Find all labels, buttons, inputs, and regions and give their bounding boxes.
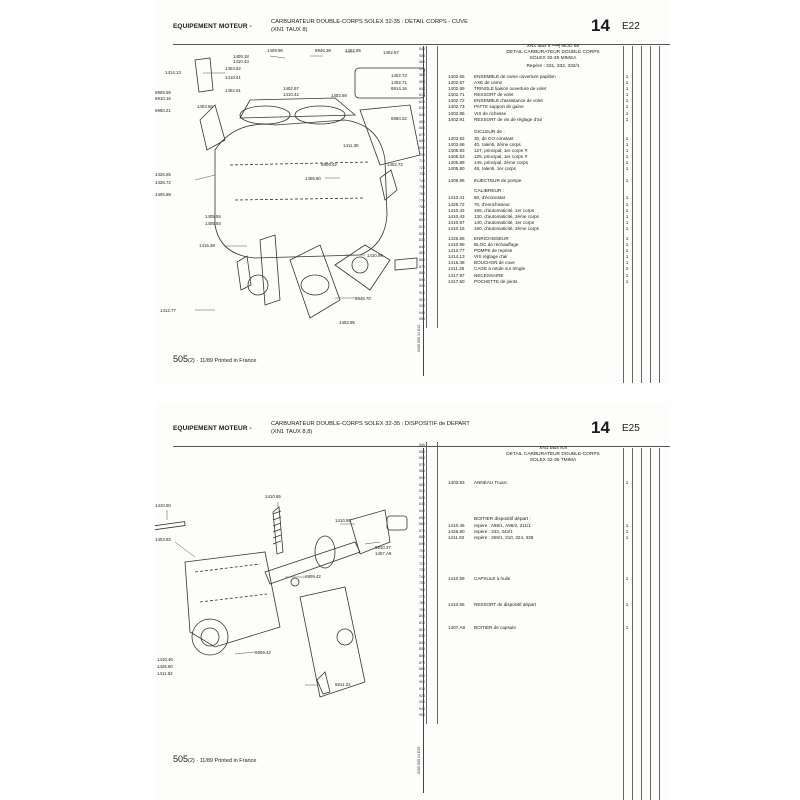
list-item: 1416.38 BOUCHON de cuve 1 bbox=[448, 260, 629, 266]
list-item: 1405.80 48, ralenti, 1er corps 1 bbox=[448, 166, 629, 172]
callout: 1409.96 bbox=[267, 48, 283, 53]
callout: 8946.70 bbox=[355, 296, 371, 301]
callout: 1416.38 bbox=[199, 243, 215, 248]
plate-number: E22 bbox=[622, 21, 640, 32]
page-footer: 505(2) · 11/89 Printed in France bbox=[173, 354, 257, 364]
list-item: 1402.69 TRINGLE liaison ouverture de volet 1 bbox=[448, 86, 629, 92]
callout: 1411.35 bbox=[343, 143, 359, 148]
callout: 1402.91 bbox=[225, 88, 241, 93]
list-item: 1417.50 POCHETTE de joints 1 bbox=[448, 278, 629, 284]
list-item: 1402.72 ENSEMBLE d'assistance de volet 1 bbox=[448, 98, 629, 104]
callout: 1410.65 bbox=[265, 494, 281, 499]
list-item: 1426.72 70, d'enrichisseur 1 bbox=[448, 201, 629, 207]
list-header: XN1 taux 8,8 DETAIL CARBURATEUR DOUBLE-CORPS SOLEX 32-35 TMIMA bbox=[506, 446, 600, 463]
list-item: 1402.73 PATTE support de gaine 1 bbox=[448, 104, 629, 110]
list-item: 1405.93 127, principal, 1er corps ✕ 1 bbox=[448, 147, 629, 153]
list-header: XN1 taux 8 ⟶| MOD 86 DETAIL CARBURATEUR DOUBLE CORPS SOLEX 32-35 MIMSA Repère : 331, 332, 332/1 bbox=[506, 44, 600, 69]
list-item: 1411.35 CAGE à rotule sur tringle 2 bbox=[448, 266, 629, 272]
header-label: EQUIPEMENT MOTEUR - bbox=[173, 23, 252, 30]
callout: 1402.72 bbox=[387, 162, 403, 167]
list-item: 1426.80 repère : 343, 343/1 1 bbox=[448, 529, 629, 535]
list-item: 1402.85 VIS de richesse 1 bbox=[448, 110, 629, 116]
callout: 1410.99 bbox=[367, 253, 383, 258]
list-item: 1410.59 CAPSULE à huile 1 bbox=[448, 576, 629, 582]
callout: 1410.43 bbox=[233, 59, 249, 64]
callout: 6911.22 bbox=[335, 682, 351, 687]
page-footer: 505(2) · 11/89 Printed in France bbox=[173, 754, 257, 764]
section-number: 14 bbox=[591, 418, 610, 437]
callout: 1402.73 bbox=[391, 73, 407, 78]
callout: 1426.72 bbox=[155, 180, 171, 185]
callout: 1403.62 bbox=[225, 66, 241, 71]
list-item: 1407.A9 BOITIER de capsule 1 bbox=[448, 624, 629, 630]
callout: 1405.89 bbox=[155, 192, 171, 197]
callout: 1410.41 bbox=[225, 75, 241, 80]
list-item: 1405.53 125, principal, 1er corps ✕ 1 bbox=[448, 154, 629, 160]
callout: 1414.13 bbox=[165, 70, 181, 75]
list-item: 1414.13 VIS réglage d'air 1 bbox=[448, 254, 629, 260]
list-item: 1409.96 INJECTEUR de pompe 1 bbox=[448, 178, 629, 184]
callout: 1403.83 bbox=[155, 537, 171, 542]
callout: 1405.55 bbox=[205, 214, 221, 219]
callout: 6909.42 bbox=[305, 574, 321, 579]
callout: 1410.42 bbox=[283, 92, 299, 97]
callout: 8946.38 bbox=[315, 48, 331, 53]
section-number: 14 bbox=[591, 16, 610, 35]
list-item: 1410.43 130, d'automaticité, 2ème corps 1 bbox=[448, 213, 629, 219]
callout: 1426.80 bbox=[157, 664, 173, 669]
callout: 6950.22 bbox=[391, 116, 407, 121]
callout: 1410.50 bbox=[155, 503, 171, 508]
list-item: 1410.42 165, d'automaticité, 1er corps 1 bbox=[448, 207, 629, 213]
callout: 1402.97 bbox=[283, 86, 299, 91]
list-item: 1403.62 30, de CO constant 1 bbox=[448, 135, 629, 141]
list-item: 1405.89 145, principal, 2ème corps 1 bbox=[448, 160, 629, 166]
parts-sheet-e22 bbox=[155, 0, 670, 383]
section-label: CALIBREUR : bbox=[474, 189, 505, 195]
callout: 1411.92 bbox=[157, 671, 173, 676]
callout: 1402.69 bbox=[331, 93, 347, 98]
list-item: 1411.92 repère : 269/1, 310, 324, 338 1 bbox=[448, 535, 629, 541]
vertical-reference: 0165 505 14 E25 bbox=[417, 746, 421, 774]
callout: 1402.85 bbox=[339, 320, 355, 325]
callout: 1409.18 bbox=[233, 54, 249, 59]
callout: 1426.65 bbox=[155, 172, 171, 177]
callout: 6910.16 bbox=[155, 96, 171, 101]
callout: 1410.46 bbox=[157, 657, 173, 662]
callout: 6909.59 bbox=[155, 90, 171, 95]
callout: 1405.93 bbox=[205, 221, 221, 226]
callout: 1405.80 bbox=[305, 176, 321, 181]
list-item: 1410.41 80, d'éconostat 1 bbox=[448, 195, 629, 201]
callout: 6950.21 bbox=[155, 108, 171, 113]
section-label: BOITIER dispositif départ : bbox=[474, 517, 531, 523]
page-ruler: 540 550 560 570 580 590 600 610 620 630 640 650 660 670 680 690 700 710 720 730 740 750 760 770 780 790 800 810 820 830 840 850 860 870 880 890 900 910 920 930 940 950 bbox=[419, 443, 425, 718]
header-title: CARBURATEUR DOUBLE-CORPS SOLEX 32-35 : DETAIL CORPS - CUVE (XN1 TAUX 8) bbox=[271, 19, 469, 33]
list-item: 1402.67 AXE de came 1 bbox=[448, 80, 629, 86]
list-item: 1412.77 POMPE de reprise 1 bbox=[448, 248, 629, 254]
callout: 1412.77 bbox=[160, 308, 176, 313]
list-item: 1402.65 ENSEMBLE de came ouverture papillon 1 bbox=[448, 74, 629, 79]
callout: 1403.66 bbox=[197, 104, 213, 109]
list-item: 1410.16 160, d'automaticité, 2ème corps 1 bbox=[448, 225, 629, 231]
list-item: 1402.91 RESSORT de vis de réglage d'air 1 bbox=[448, 116, 629, 122]
list-item: 1410.65 RESSORT de dispositif départ 1 bbox=[448, 602, 629, 608]
plate-number: E25 bbox=[622, 423, 640, 434]
header-label: EQUIPEMENT MOTEUR - bbox=[173, 425, 252, 432]
list-item: 1410.46 repère : A98/1, A98/2, 211/1 1 bbox=[448, 523, 629, 529]
quantity-columns bbox=[623, 448, 670, 800]
callout: 1410.59 bbox=[335, 518, 351, 523]
callout: 1402.71 bbox=[391, 80, 407, 85]
list-item: 1410.97 140, d'automaticité, 1er corps 1 bbox=[448, 219, 629, 225]
exploded-view-drawing bbox=[155, 402, 425, 747]
list-item: 1417.97 NECESSAIRE 1 bbox=[448, 272, 629, 278]
list-item: 1426.65 ENRICHISSEUR 1 bbox=[448, 235, 629, 241]
callout: 8914.16 bbox=[391, 86, 407, 91]
header-title: CARBURATEUR DOUBLE-CORPS SOLEX 32-35 : DISPOSITIF de DEPART (XN1 TAUX 8,8) bbox=[271, 421, 470, 435]
callout: 6909.42 bbox=[321, 162, 337, 167]
callout: 6910.37 bbox=[375, 545, 391, 550]
section-label: GICLEUR de : bbox=[474, 129, 505, 135]
page-ruler: 540 550 560 570 580 590 600 610 620 630 640 650 660 670 680 690 700 710 720 730 740 750 760 770 780 790 800 810 820 830 840 850 860 870 880 890 900 910 920 930 940 950 bbox=[419, 47, 425, 322]
parts-sheet-e25 bbox=[155, 402, 670, 800]
list-item: 1403.83 ANNEAU Truarc 1 bbox=[448, 480, 629, 485]
callout: 1402.67 bbox=[383, 50, 399, 55]
list-item: 1403.66 40, ralenti, 2ème corps 1 bbox=[448, 141, 629, 147]
vertical-reference: 0165 505 14 E22 bbox=[417, 324, 421, 352]
callout: 1402.65 bbox=[345, 48, 361, 53]
callout: 6909.42 bbox=[255, 650, 271, 655]
callout: 1407.A9 bbox=[375, 551, 392, 556]
list-item: 1410.99 BLOC de réchauffage 1 bbox=[448, 242, 629, 248]
quantity-columns bbox=[623, 46, 670, 383]
list-item: 1402.71 RESSORT de volet 1 bbox=[448, 92, 629, 98]
